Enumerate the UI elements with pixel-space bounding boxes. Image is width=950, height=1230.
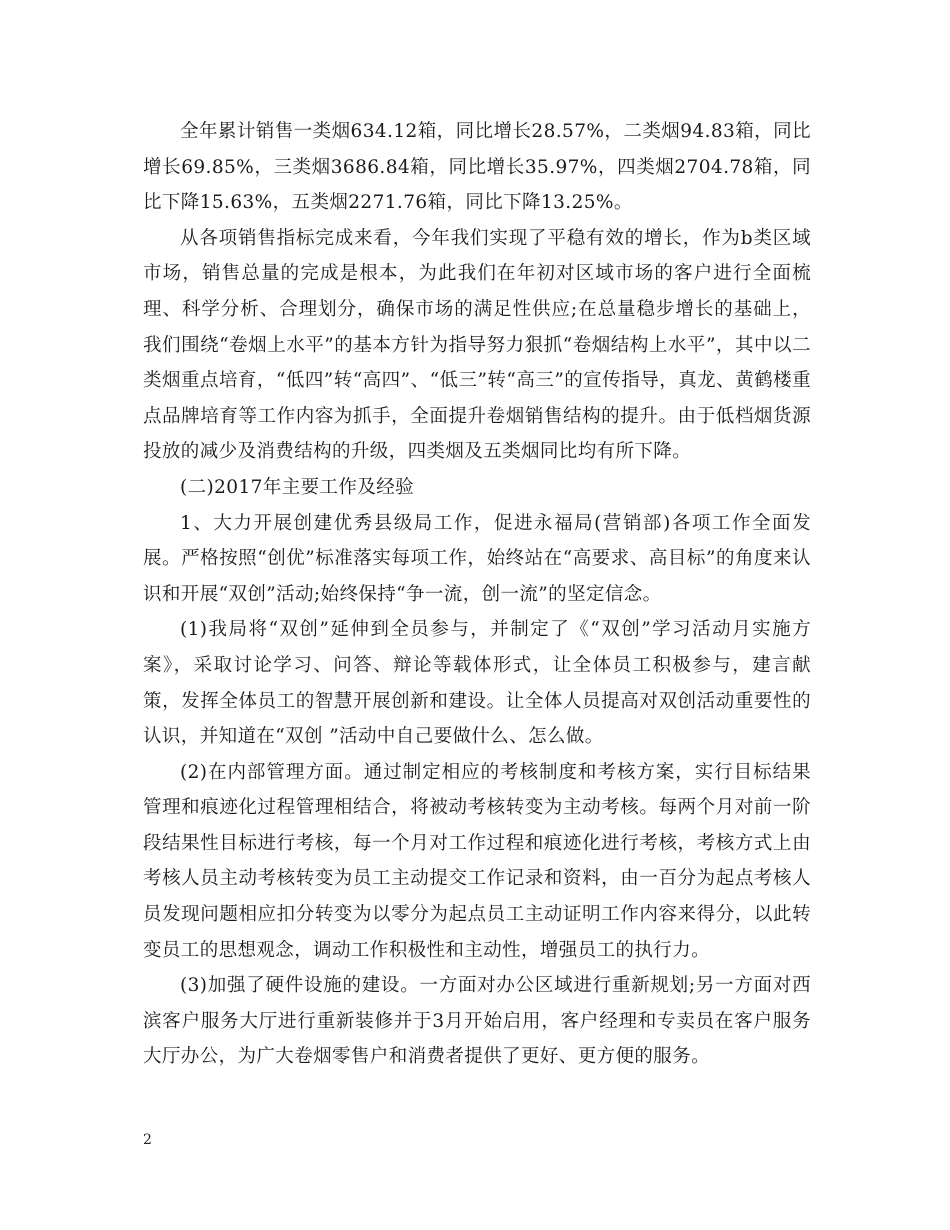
paragraph-item-1-3: (3)加强了硬件设施的建设。一方面对办公区域进行重新规划;另一方面对西滨客户服务大厅进行重新装修并于3月开始启用，客户经理和专卖员在客户服务大厅办公，为广大卷烟零售户和消费者提供了更好、更方便的服务。 xyxy=(143,975,811,1068)
paragraph-item-1: 1、大力开展创建优秀县级局工作，促进永福局(营销部)各项工作全面发展。严格按照“创优”标准落实每项工作，始终站在“高要求、高目标”的角度来认识和开展“双创”活动;始终保持“争一流，创一流”的坚定信念。 xyxy=(143,512,811,605)
page-number: 2 xyxy=(143,1132,152,1148)
paragraph-sales-analysis: 从各项销售指标完成来看，今年我们实现了平稳有效的增长，作为b类区域市场，销售总量的完成是根本，为此我们在年初对区域市场的客户进行全面梳理、科学分析、合理划分，确保市场的满足性供应;在总量稳步增长的基础上，我们围绕“卷烟上水平”的基本方针为指导努力狠抓“卷烟结构上水平”，其中以二类烟重点培育，“低四”转“高四”、“低三”转“高三”的宣传指导，真龙、黄鹤楼重点品牌培育等工作内容为抓手，全面提升卷烟销售结构的提升。由于低档烟货源投放的减少及消费结构的升级，四类烟及五类烟同比均有所下降。 xyxy=(143,227,811,463)
document-body xyxy=(143,114,811,1075)
paragraph-item-1-1: (1)我局将“双创”延伸到全员参与，并制定了《“双创”学习活动月实施方案》，采取讨论学习、问答、辩论等载体形式，让全体员工积极参与，建言献策，发挥全体员工的智慧开展创新和建设。让全体人员提高对双创活动重要性的认识，并知道在“双创 ”活动中自己要做什么、怎么做。 xyxy=(143,619,811,748)
section-heading: (二)2017年主要工作及经验 xyxy=(180,476,415,498)
paragraph-sales-summary: 全年累计销售一类烟634.12箱，同比增长28.57%，二类烟94.83箱，同比增长69.85%，三类烟3686.84箱，同比增长35.97%，四类烟2704.78箱，同比下降15.63%，五类烟2271.76箱，同比下降13.25%。 xyxy=(143,121,811,214)
paragraph-item-1-2: (2)在内部管理方面。通过制定相应的考核制度和考核方案，实行目标结果管理和痕迹化过程管理相结合，将被动考核转变为主动考核。每两个月对前一阶段结果性目标进行考核，每一个月对工作过程和痕迹化进行考核，考核方式上由考核人员主动考核转变为员工主动提交工作记录和资料，由一百分为起点考核人员发现问题相应扣分转变为以零分为起点员工主动证明工作内容来得分，以此转变员工的思想观念，调动工作积极性和主动性，增强员工的执行力。 xyxy=(143,761,811,961)
